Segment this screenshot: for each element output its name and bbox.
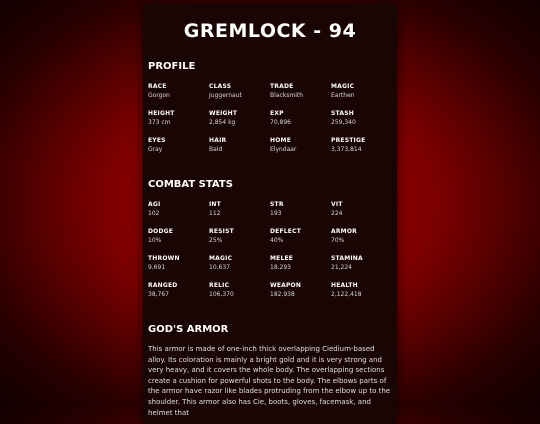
stat-value: Earthen <box>331 92 355 99</box>
stat-health <box>331 282 392 300</box>
stat-value: Blacksmith <box>270 92 304 99</box>
stat-value: Elyndaar <box>270 146 297 153</box>
stat-label: DEFLECT <box>270 228 301 235</box>
stat-value: 18,293 <box>270 264 291 271</box>
stat-value: 10,637 <box>209 264 230 271</box>
stat-label: AGI <box>148 201 161 208</box>
stat-label: STASH <box>331 110 354 117</box>
stat-exp <box>270 110 331 128</box>
stat-value: 38,767 <box>148 291 169 298</box>
stat-value: 259,340 <box>331 119 356 126</box>
stat-value: 40% <box>270 237 284 244</box>
stat-label: STAMINA <box>331 255 363 262</box>
stat-weapon <box>270 282 331 300</box>
stat-value: 193 <box>270 210 282 217</box>
stat-prestige <box>331 137 392 155</box>
stat-magic <box>209 255 270 273</box>
stat-label: THROWN <box>148 255 180 262</box>
character-card <box>143 4 397 424</box>
stat-value: Gorgon <box>148 92 170 99</box>
armor-description: This armor is made of one-inch thick overlapping Ciedium-based alloy. Its coloration is mainly a bright gold and it is very strong and very heavy, and it covers the whole body. The overlapping sections create a cushion for powerful shots to the body. The elbows parts of the armor have razor like blades protruding from the elbow up to the shoulder. This armor also has Cie, boots, gloves, facemask, and helmet that <box>148 345 391 417</box>
stat-hair <box>209 137 270 155</box>
stat-value: 2,854 kg <box>209 119 236 126</box>
stat-relic <box>209 282 270 300</box>
stat-label: HOME <box>270 137 291 144</box>
stat-value: 3,373,814 <box>331 146 362 153</box>
stat-value: 25% <box>209 237 223 244</box>
stat-value: 112 <box>209 210 221 217</box>
stat-trade <box>270 83 331 101</box>
profile-stats-grid <box>148 83 392 155</box>
stat-label: INT <box>209 201 221 208</box>
stat-value: 106,370 <box>209 291 234 298</box>
stat-value: 21,224 <box>331 264 352 271</box>
stat-str <box>270 201 331 219</box>
stat-label: ARMOR <box>331 228 357 235</box>
combat-stats-heading: COMBAT STATS <box>148 179 233 190</box>
stat-value: 182,938 <box>270 291 295 298</box>
stat-label: MELEE <box>270 255 294 262</box>
stat-value: 373 cm <box>148 119 171 126</box>
stat-label: RANGED <box>148 282 178 289</box>
stat-height <box>148 110 209 128</box>
stat-value: 224 <box>331 210 343 217</box>
stat-value: Juggernaut <box>209 92 242 99</box>
stat-label: WEAPON <box>270 282 302 289</box>
stat-stash <box>331 110 392 128</box>
stat-label: PRESTIGE <box>331 137 366 144</box>
stat-deflect <box>270 228 331 246</box>
stat-label: RELIC <box>209 282 230 289</box>
stat-value: 2,122,418 <box>331 291 362 298</box>
stat-value: 102 <box>148 210 160 217</box>
stat-ranged <box>148 282 209 300</box>
stat-label: HEALTH <box>331 282 358 289</box>
stat-resist <box>209 228 270 246</box>
stat-weight <box>209 110 270 128</box>
stat-label: STR <box>270 201 284 208</box>
character-title: GREMLOCK - 94 <box>183 20 357 42</box>
stat-armor <box>331 228 392 246</box>
stat-dodge <box>148 228 209 246</box>
stat-label: MAGIC <box>209 255 233 262</box>
stat-label: VIT <box>331 201 343 208</box>
stat-home <box>270 137 331 155</box>
stat-int <box>209 201 270 219</box>
stat-stamina <box>331 255 392 273</box>
stat-class <box>209 83 270 101</box>
stat-vit <box>331 201 392 219</box>
stat-value: Bald <box>209 146 223 153</box>
stat-value: 70,896 <box>270 119 291 126</box>
stat-magic <box>331 83 392 101</box>
stat-label: MAGIC <box>331 83 355 90</box>
stat-value: 70% <box>331 237 345 244</box>
stat-eyes <box>148 137 209 155</box>
stat-value: 9,691 <box>148 264 166 271</box>
stat-thrown <box>148 255 209 273</box>
stat-value: Gray <box>148 146 163 153</box>
stat-label: RACE <box>148 83 167 90</box>
stat-label: HAIR <box>209 137 227 144</box>
combat-stats-grid <box>148 201 392 300</box>
stat-melee <box>270 255 331 273</box>
stat-label: HEIGHT <box>148 110 175 117</box>
stat-label: EXP <box>270 110 284 117</box>
stat-label: CLASS <box>209 83 232 90</box>
stat-race <box>148 83 209 101</box>
profile-heading: PROFILE <box>148 61 196 72</box>
stat-label: DODGE <box>148 228 174 235</box>
stat-label: RESIST <box>209 228 234 235</box>
stat-value: 10% <box>148 237 162 244</box>
stat-label: WEIGHT <box>209 110 238 117</box>
stat-label: EYES <box>148 137 166 144</box>
stat-label: TRADE <box>270 83 294 90</box>
armor-heading: GOD'S ARMOR <box>148 324 229 335</box>
stat-agi <box>148 201 209 219</box>
